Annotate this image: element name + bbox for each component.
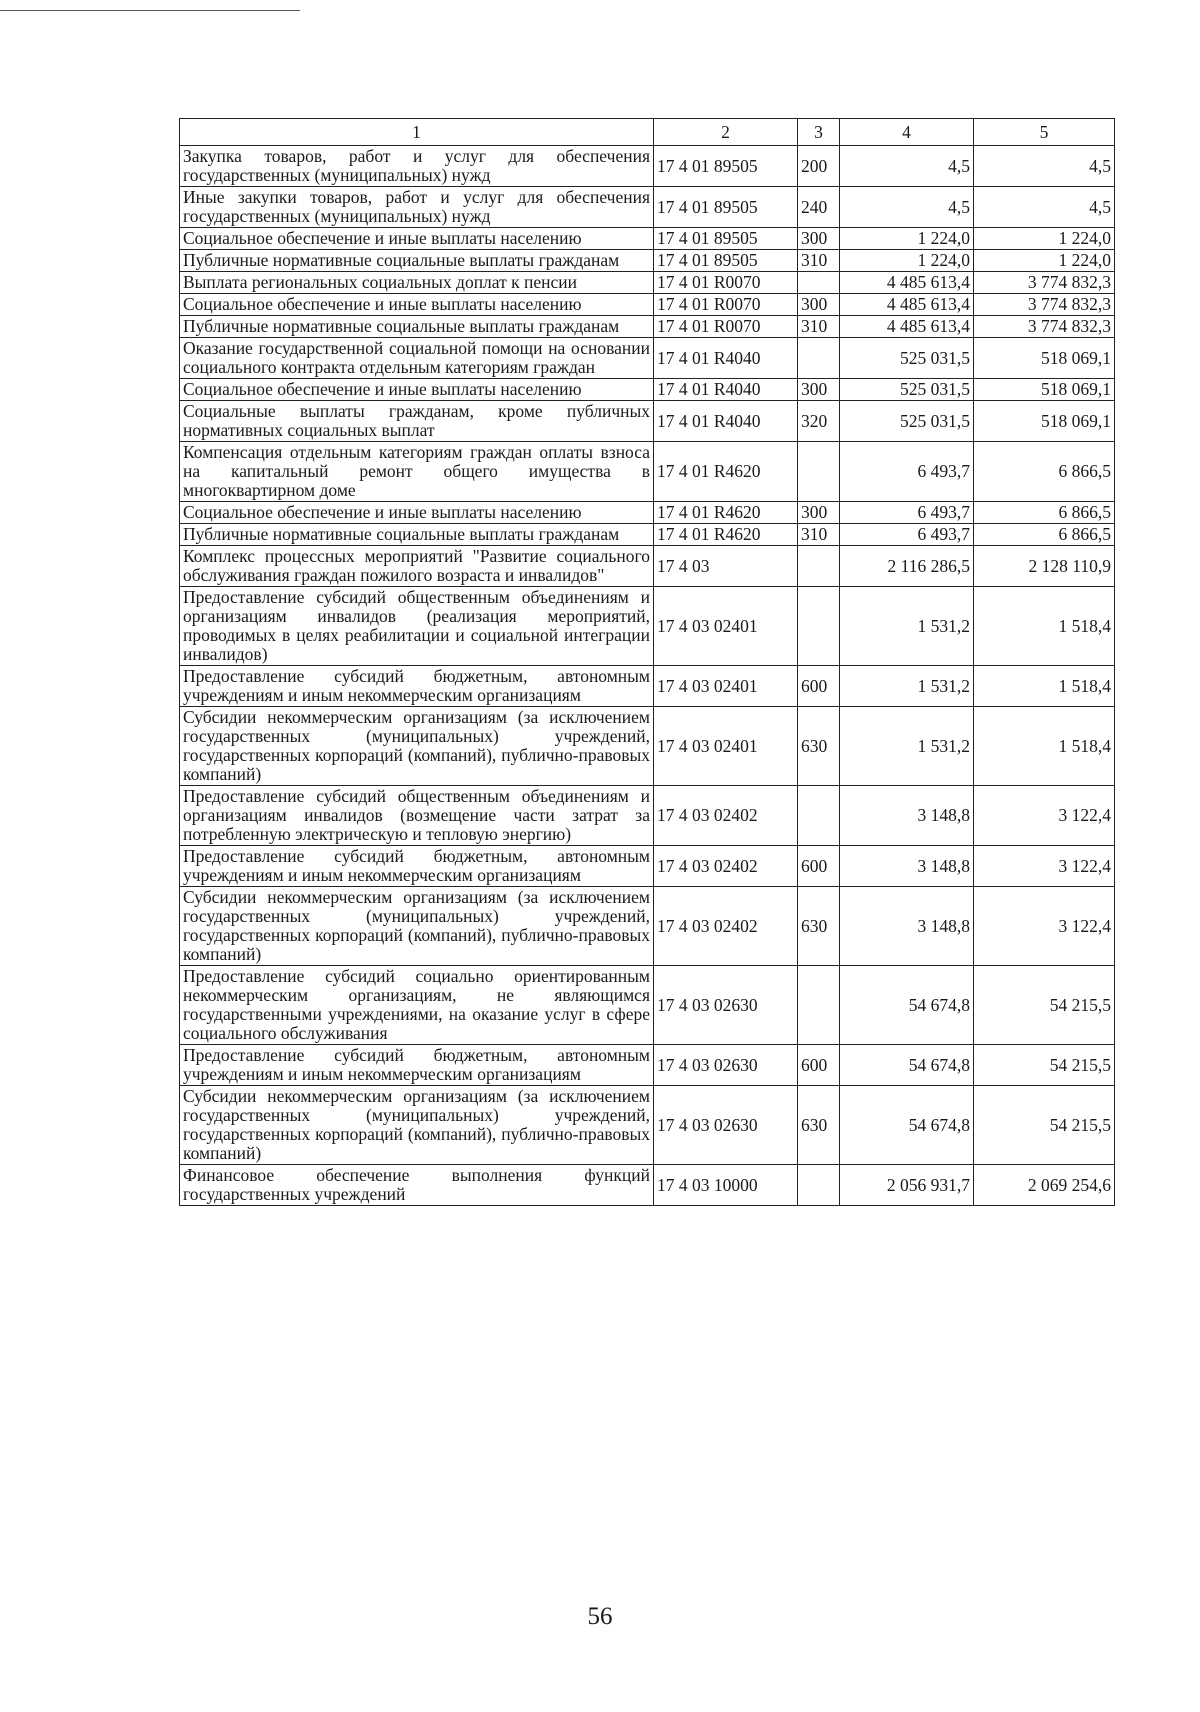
row-name: Субсидии некоммерческим организациям (за исключением государственных (муниципальных) учреждений, государственных корпораций (компаний), публично-правовых компаний) [180, 1086, 654, 1165]
row-value-col5: 518 069,1 [974, 338, 1115, 379]
row-value-col4: 6 493,7 [840, 524, 974, 546]
row-code: 17 4 03 02630 [654, 1086, 798, 1165]
row-name: Субсидии некоммерческим организациям (за исключением государственных (муниципальных) учреждений, государственных корпораций (компаний), публично-правовых компаний) [180, 887, 654, 966]
top-rule [0, 10, 300, 11]
page-number: 56 [587, 1603, 613, 1630]
row-value-col5: 518 069,1 [974, 401, 1115, 442]
table-row [180, 887, 1115, 966]
table-body [180, 146, 1115, 1206]
row-code: 17 4 03 02402 [654, 887, 798, 966]
row-value-col4: 3 148,8 [840, 846, 974, 887]
row-expense-type [798, 1165, 840, 1206]
row-expense-type [798, 786, 840, 846]
row-code: 17 4 01 89505 [654, 146, 798, 187]
row-value-col4: 4 485 613,4 [840, 294, 974, 316]
table-row [180, 250, 1115, 272]
table-row [180, 524, 1115, 546]
row-value-col4: 54 674,8 [840, 1045, 974, 1086]
row-name: Предоставление субсидий бюджетным, автономным учреждениям и иным некоммерческим организациям [180, 846, 654, 887]
row-code: 17 4 01 R4620 [654, 524, 798, 546]
row-code: 17 4 01 R4620 [654, 442, 798, 502]
table-row [180, 502, 1115, 524]
row-value-col5: 1 518,4 [974, 587, 1115, 666]
row-value-col5: 54 215,5 [974, 1086, 1115, 1165]
row-value-col5: 6 866,5 [974, 502, 1115, 524]
row-expense-type: 630 [798, 707, 840, 786]
row-code: 17 4 01 R0070 [654, 294, 798, 316]
row-name: Субсидии некоммерческим организациям (за исключением государственных (муниципальных) учреждений, государственных корпораций (компаний), публично-правовых компаний) [180, 707, 654, 786]
row-code: 17 4 03 02402 [654, 846, 798, 887]
row-name: Публичные нормативные социальные выплаты гражданам [180, 316, 654, 338]
row-code: 17 4 03 10000 [654, 1165, 798, 1206]
row-code: 17 4 01 R0070 [654, 316, 798, 338]
row-name: Предоставление субсидий общественным объединениям и организациям инвалидов (возмещение части затрат за потребленную электрическую и тепловую энергию) [180, 786, 654, 846]
row-code: 17 4 01 R4040 [654, 379, 798, 401]
row-expense-type: 600 [798, 846, 840, 887]
row-value-col4: 1 531,2 [840, 707, 974, 786]
table-row [180, 379, 1115, 401]
row-value-col5: 3 122,4 [974, 846, 1115, 887]
table-row [180, 846, 1115, 887]
row-value-col5: 54 215,5 [974, 1045, 1115, 1086]
table-row [180, 587, 1115, 666]
row-value-col5: 1 518,4 [974, 707, 1115, 786]
row-value-col4: 525 031,5 [840, 401, 974, 442]
row-value-col5: 4,5 [974, 146, 1115, 187]
row-code: 17 4 03 02401 [654, 707, 798, 786]
row-name: Публичные нормативные социальные выплаты гражданам [180, 524, 654, 546]
row-name: Предоставление субсидий бюджетным, автономным учреждениям и иным некоммерческим организациям [180, 1045, 654, 1086]
header-col-2: 2 [654, 119, 798, 146]
row-code: 17 4 03 [654, 546, 798, 587]
row-expense-type: 310 [798, 250, 840, 272]
row-name: Комплекс процессных мероприятий "Развитие социального обслуживания граждан пожилого возраста и инвалидов" [180, 546, 654, 587]
row-name: Предоставление субсидий социально ориентированным некоммерческим организациям, не являющимся государственными учреждениями, на оказание услуг в сфере социального обслуживания [180, 966, 654, 1045]
row-expense-type: 300 [798, 379, 840, 401]
table-row [180, 707, 1115, 786]
row-value-col5: 6 866,5 [974, 442, 1115, 502]
table-row [180, 1165, 1115, 1206]
row-name: Предоставление субсидий общественным объединениям и организациям инвалидов (реализация мероприятий, проводимых в целях реабилитации и социальной интеграции инвалидов) [180, 587, 654, 666]
row-value-col4: 4 485 613,4 [840, 316, 974, 338]
row-value-col4: 1 531,2 [840, 666, 974, 707]
header-row [180, 119, 1115, 146]
row-code: 17 4 01 89505 [654, 250, 798, 272]
row-name: Закупка товаров, работ и услуг для обеспечения государственных (муниципальных) нужд [180, 146, 654, 187]
table-row [180, 666, 1115, 707]
row-expense-type: 630 [798, 887, 840, 966]
table-row [180, 1086, 1115, 1165]
table-row [180, 316, 1115, 338]
row-expense-type: 630 [798, 1086, 840, 1165]
table-row [180, 442, 1115, 502]
row-value-col5: 2 128 110,9 [974, 546, 1115, 587]
table-row [180, 546, 1115, 587]
row-name: Социальное обеспечение и иные выплаты населению [180, 379, 654, 401]
table-row [180, 1045, 1115, 1086]
row-value-col4: 54 674,8 [840, 1086, 974, 1165]
table-row [180, 966, 1115, 1045]
row-expense-type [798, 338, 840, 379]
table-row [180, 401, 1115, 442]
row-value-col5: 4,5 [974, 187, 1115, 228]
table-row [180, 272, 1115, 294]
row-value-col5: 518 069,1 [974, 379, 1115, 401]
row-value-col5: 3 774 832,3 [974, 294, 1115, 316]
row-code: 17 4 03 02402 [654, 786, 798, 846]
row-value-col4: 3 148,8 [840, 786, 974, 846]
row-code: 17 4 01 R4620 [654, 502, 798, 524]
row-value-col5: 1 224,0 [974, 250, 1115, 272]
header-col-5: 5 [974, 119, 1115, 146]
row-value-col4: 4,5 [840, 146, 974, 187]
row-value-col5: 54 215,5 [974, 966, 1115, 1045]
table-row [180, 338, 1115, 379]
row-expense-type: 300 [798, 502, 840, 524]
budget-table [179, 118, 1115, 1206]
row-expense-type: 310 [798, 524, 840, 546]
table-row [180, 786, 1115, 846]
table-row [180, 146, 1115, 187]
row-code: 17 4 03 02401 [654, 666, 798, 707]
row-name: Социальные выплаты гражданам, кроме публичных нормативных социальных выплат [180, 401, 654, 442]
row-expense-type: 300 [798, 228, 840, 250]
row-value-col5: 6 866,5 [974, 524, 1115, 546]
header-col-1: 1 [180, 119, 654, 146]
row-value-col4: 525 031,5 [840, 379, 974, 401]
row-value-col5: 1 224,0 [974, 228, 1115, 250]
row-code: 17 4 01 89505 [654, 228, 798, 250]
row-expense-type [798, 966, 840, 1045]
row-expense-type: 240 [798, 187, 840, 228]
row-code: 17 4 01 89505 [654, 187, 798, 228]
row-value-col5: 3 122,4 [974, 786, 1115, 846]
row-value-col4: 4 485 613,4 [840, 272, 974, 294]
row-expense-type: 600 [798, 1045, 840, 1086]
row-expense-type: 600 [798, 666, 840, 707]
row-value-col5: 3 774 832,3 [974, 272, 1115, 294]
row-name: Социальное обеспечение и иные выплаты населению [180, 294, 654, 316]
table-row [180, 294, 1115, 316]
row-name: Социальное обеспечение и иные выплаты населению [180, 502, 654, 524]
row-value-col5: 2 069 254,6 [974, 1165, 1115, 1206]
row-value-col4: 525 031,5 [840, 338, 974, 379]
row-value-col4: 2 116 286,5 [840, 546, 974, 587]
row-name: Выплата региональных социальных доплат к пенсии [180, 272, 654, 294]
row-name: Финансовое обеспечение выполнения функций государственных учреждений [180, 1165, 654, 1206]
row-name: Компенсация отдельным категориям граждан оплаты взноса на капитальный ремонт общего имущества в многоквартирном доме [180, 442, 654, 502]
row-code: 17 4 03 02401 [654, 587, 798, 666]
header-col-3: 3 [798, 119, 840, 146]
row-name: Публичные нормативные социальные выплаты гражданам [180, 250, 654, 272]
row-expense-type: 300 [798, 294, 840, 316]
row-expense-type [798, 587, 840, 666]
row-value-col5: 3 122,4 [974, 887, 1115, 966]
row-code: 17 4 01 R4040 [654, 338, 798, 379]
row-code: 17 4 01 R0070 [654, 272, 798, 294]
row-code: 17 4 03 02630 [654, 1045, 798, 1086]
row-name: Оказание государственной социальной помощи на основании социального контракта отдельным категориям граждан [180, 338, 654, 379]
row-expense-type: 310 [798, 316, 840, 338]
header-col-4: 4 [840, 119, 974, 146]
row-expense-type [798, 546, 840, 587]
row-name: Предоставление субсидий бюджетным, автономным учреждениям и иным некоммерческим организациям [180, 666, 654, 707]
row-value-col4: 4,5 [840, 187, 974, 228]
row-code: 17 4 01 R4040 [654, 401, 798, 442]
row-name: Иные закупки товаров, работ и услуг для обеспечения государственных (муниципальных) нужд [180, 187, 654, 228]
row-code: 17 4 03 02630 [654, 966, 798, 1045]
row-name: Социальное обеспечение и иные выплаты населению [180, 228, 654, 250]
row-value-col4: 2 056 931,7 [840, 1165, 974, 1206]
row-expense-type [798, 272, 840, 294]
row-value-col4: 3 148,8 [840, 887, 974, 966]
row-value-col5: 1 518,4 [974, 666, 1115, 707]
row-expense-type: 200 [798, 146, 840, 187]
row-value-col4: 1 224,0 [840, 250, 974, 272]
row-expense-type: 320 [798, 401, 840, 442]
row-value-col5: 3 774 832,3 [974, 316, 1115, 338]
row-value-col4: 1 224,0 [840, 228, 974, 250]
row-value-col4: 6 493,7 [840, 442, 974, 502]
row-value-col4: 1 531,2 [840, 587, 974, 666]
row-value-col4: 54 674,8 [840, 966, 974, 1045]
row-value-col4: 6 493,7 [840, 502, 974, 524]
table-row [180, 228, 1115, 250]
table-row [180, 187, 1115, 228]
row-expense-type [798, 442, 840, 502]
